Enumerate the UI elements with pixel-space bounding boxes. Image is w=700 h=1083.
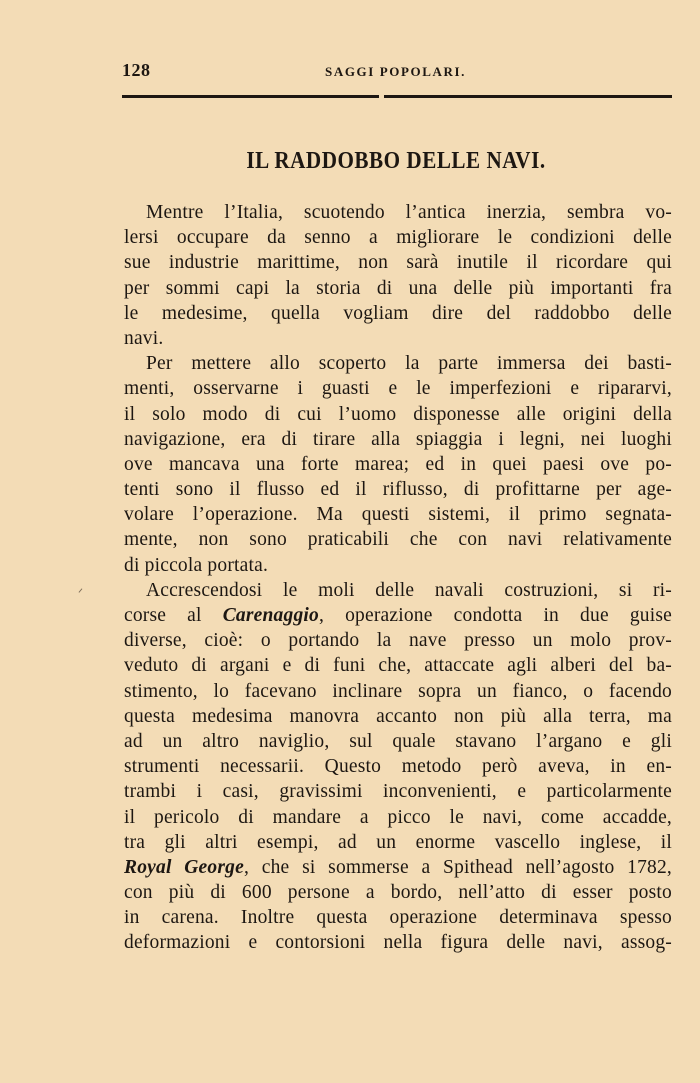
text-line: veduto di argani e di funi che, attaccate agli alberi del ba- bbox=[124, 655, 672, 677]
text-line: strumenti necessarii. Questo metodo però aveva, in en- bbox=[124, 756, 672, 778]
text-line: trambi i casi, gravissimi inconvenienti, e particolarmente bbox=[124, 781, 672, 803]
text-line: Accrescendosi le moli delle navali costruzioni, si ri- bbox=[146, 579, 672, 601]
text-line: stimento, lo facevano inclinare sopra un fianco, o facendo bbox=[124, 680, 672, 702]
text-line: le medesime, quella vogliam dire del raddobbo delle bbox=[124, 302, 672, 324]
article-body bbox=[124, 200, 672, 956]
margin-mark: ᐟ bbox=[78, 586, 84, 600]
text-line: questa medesima manovra accanto non più alla terra, ma bbox=[124, 705, 672, 727]
text-line: navigazione, era di tirare alla spiaggia i legni, nei luoghi bbox=[124, 428, 672, 450]
text-line: tra gli altri esempi, ad un enorme vascello inglese, il bbox=[124, 831, 672, 853]
text-line: volare l’operazione. Ma questi sistemi, il primo segnata- bbox=[124, 504, 672, 526]
text-line: Per mettere allo scoperto la parte immersa dei basti- bbox=[146, 353, 672, 375]
text-line: per sommi capi la storia di una delle più importanti fra bbox=[124, 277, 672, 299]
text-line: con più di 600 persone a bordo, nell’atto di esser posto bbox=[124, 882, 672, 904]
text-line: diverse, cioè: o portando la nave presso un molo prov- bbox=[124, 630, 672, 652]
text-line: il pericolo di mandare a picco le navi, come accadde, bbox=[124, 806, 672, 828]
header-rule-left bbox=[122, 95, 379, 98]
text-line: ad un altro naviglio, sul quale stavano l’argano e gli bbox=[124, 730, 672, 752]
header-rule-right bbox=[384, 95, 672, 98]
text-line: in carena. Inoltre questa operazione determinava spesso bbox=[124, 907, 672, 929]
article-title: IL RADDOBBO DELLE NAVI. bbox=[246, 148, 546, 174]
text-line: Mentre l’Italia, scuotendo l’antica inerzia, sembra vo- bbox=[146, 202, 672, 223]
text-line: sue industrie marittime, non sarà inutile il ricordare qui bbox=[124, 252, 672, 274]
text-line: menti, osservarne i guasti e le imperfezioni e ripararvi, bbox=[124, 378, 672, 400]
text-line: lersi occupare da senno a migliorare le condizioni delle bbox=[124, 227, 672, 249]
text-line: ove mancava una forte marea; ed in quei paesi ove po- bbox=[124, 453, 672, 475]
page-number: 128 bbox=[122, 60, 151, 80]
text-line: Royal George, che si sommerse a Spithead nell’agosto 1782, bbox=[124, 856, 672, 878]
text-line: il solo modo di cui l’uomo disponesse alle origini della bbox=[124, 403, 672, 425]
text-line: mente, non sono praticabili che con navi relativamente bbox=[124, 529, 672, 551]
text-line: di piccola portata. bbox=[124, 554, 269, 576]
running-header: SAGGI POPOLARI. bbox=[325, 64, 467, 79]
text-line: navi. bbox=[124, 327, 164, 349]
article-title-wrapper bbox=[48, 148, 664, 175]
text-line: deformazioni e contorsioni nella figura delle navi, assog- bbox=[124, 932, 672, 954]
text-line: corse al Carenaggio, operazione condotta in due guise bbox=[124, 605, 673, 626]
text-line: tenti sono il flusso ed il riflusso, di profittarne per age- bbox=[124, 479, 672, 501]
